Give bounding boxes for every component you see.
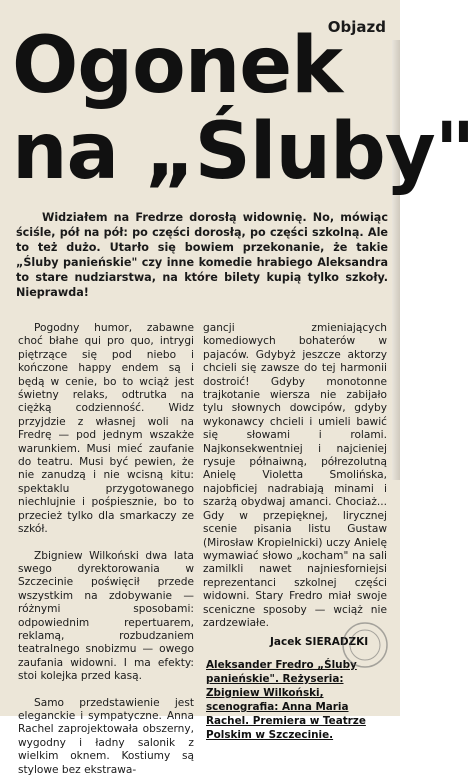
author-byline: Jacek SIERADZKI [270, 636, 369, 648]
lead-paragraph: Widziałem na Fredrze dorosłą widownię. No, mówiąc ściśle, pół na pół: po części dorosłą, po części szkolną. Ale to też dużo. Utarło się bowiem przekonanie, że takie „Śluby panieńskie" czy inne komedie hrabiego Aleksandra to stare nudziarstwa, na które bilety kupią tylko szkoły. Nieprawda! [16, 211, 388, 299]
section-kicker: Objazd [327, 18, 386, 36]
body-paragraph: Pogodny humor, zabawne choć błahe qui pro quo, intrygi piętrzące się pod niebo i kończone happy endem są i będą w cenie, bo to wciąż jest świetny relaks, odtrutka na ciężką codzienność. Widz przyjdzie z własnej woli na Fredrę — pod jednym wszakże warunkiem. Musi mieć zaufanie do teatru. Musi być pewien, że nie zanudzą i nie wcisną kitu: spektaklu przygotowanego niechlujnie i pośpiesznie, bo to przecież tylko dla smarkaczy ze szkół. [18, 322, 194, 536]
production-credits: Aleksander Fredro „Śluby panieńskie". Reżyseria: Zbigniew Wilkoński, scenografia: Anna Maria Rachel. Premiera w Teatrze Polskim w Szczecinie. [206, 659, 366, 741]
body-paragraph: gancji zmieniających komediowych bohaterów w pajaców. Gdybyż jeszcze aktorzy chcieli się zawsze do tej harmonii dostroić! Gdyby monotonne trajkotanie wiersza nie zabijało tylu słownych dowcipów, gdyby wykonawcy chcieli i umieli bawić się słowami i rolami. Najkonsekwentniej i najcieniej rysuje półnaiwną, półrezolutną Anielę Violetta Smolińska, najobficiej nadrabiają minami i szarżą obydwaj amanci. Chociaż... Gdy w przepięknej, lirycznej scenie pisania listu Gustaw (Mirosław Kropielnicki) uczy Anielę wymawiać słowo „kocham" na sali zamilkli nawet najniesforniejsi reprezentanci szkolnej części widowni. Stary Fredro miał swoje sceniczne sposoby — wciąż nie zardzewiałe. [203, 322, 387, 629]
archive-stamp-icon [340, 620, 390, 670]
headline-line-1: Ogonek [12, 21, 343, 111]
body-paragraph: Samo przedstawienie jest eleganckie i sympatyczne. Anna Rachel zaprojektowała obszerny, wygodny i ładny salonik z wielkim oknem. Kostiumy są stylowe bez ekstrawa- [18, 696, 194, 776]
body-column-left [18, 322, 194, 777]
headline-line-2: na „Śluby" [12, 107, 474, 197]
body-column-right [203, 322, 387, 630]
body-paragraph: Zbigniew Wilkoński dwa lata swego dyrektorowania w Szczecinie poświęcił przede wszystkim na zdobywanie — różnymi sposobami: odpowiednim repertuarem, reklamą, rozbudzaniem teatralnego snobizmu — owego zaufania widowni. I ma efekty: stoi kolejka przed kasą. [18, 549, 194, 683]
